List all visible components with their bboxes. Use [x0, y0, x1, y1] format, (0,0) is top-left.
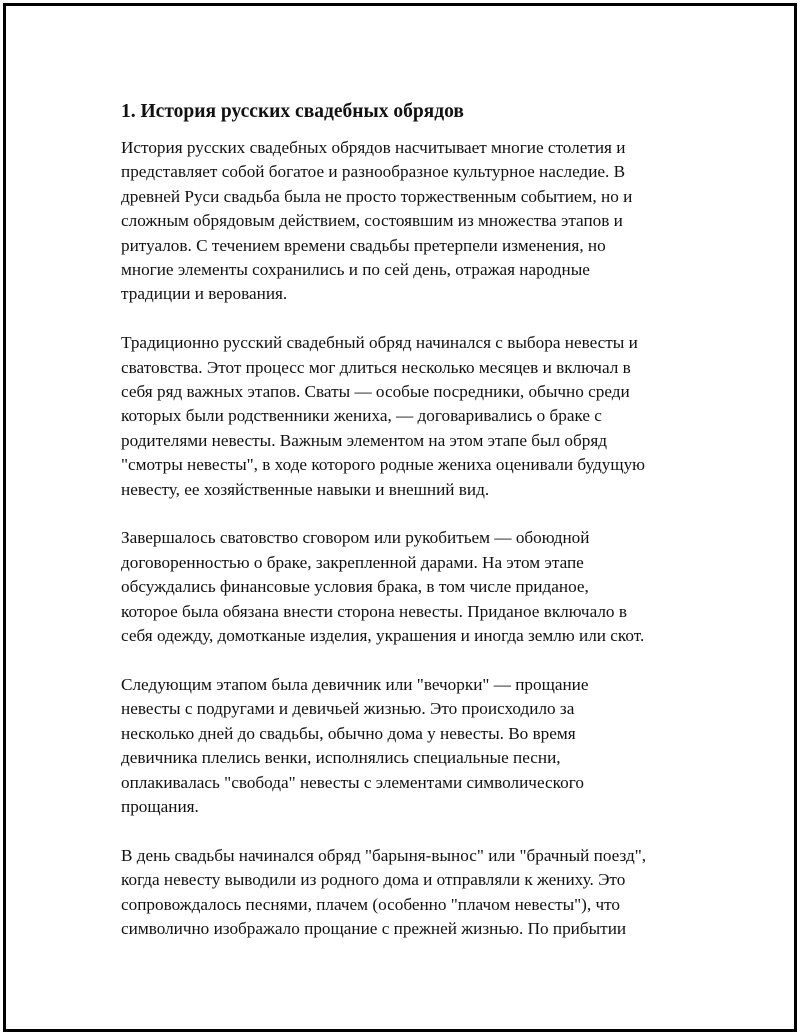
text-line: ритуалов. С течением времени свадьбы претерпели изменения, но	[121, 235, 606, 255]
paragraph-3	[121, 526, 696, 648]
text-line: сватовства. Этот процесс мог длиться несколько месяцев и включал в	[121, 357, 631, 377]
text-line: сопровождалось песнями, плачем (особенно "плачом невесты"), что	[121, 894, 621, 914]
text-line: договоренностью о браке, закрепленной дарами. На этом этапе	[121, 552, 584, 572]
text-line: Следующим этапом была девичник или "вечорки" — прощание	[121, 674, 589, 694]
section-heading: 1. История русских свадебных обрядов	[121, 101, 464, 122]
text-line: Завершалось сватовство сговором или рукобитьем — обоюдной	[121, 528, 590, 548]
text-line: В день свадьбы начинался обряд "барыня-вынос" или "брачный поезд",	[121, 845, 647, 865]
text-line: родителями невесты. Важным элементом на этом этапе был обряд	[121, 430, 607, 450]
text-line: Традиционно русский свадебный обряд начинался с выбора невесты и	[121, 333, 638, 353]
document-body	[121, 98, 696, 966]
text-line: "смотры невесты", в ходе которого родные жениха оценивали будущую	[121, 455, 646, 475]
text-line: обсуждались финансовые условия брака, в том числе приданое,	[121, 577, 589, 597]
paragraph-1	[121, 136, 696, 307]
text-line: оплакивалась "свобода" невесты с элементами символического	[121, 772, 584, 792]
text-line: невесты с подругами и девичьей жизнью. Это происходило за	[121, 699, 575, 719]
text-line: девичника плелись венки, исполнялись специальные песни,	[121, 748, 561, 768]
text-line: когда невесту выводили из родного дома и отправляли к жениху. Это	[121, 870, 626, 890]
text-line: многие элементы сохранились и по сей день, отражая народные	[121, 260, 590, 280]
text-line: История русских свадебных обрядов насчитывает многие столетия и	[121, 138, 626, 157]
text-line: представляет собой богатое и разнообразное культурное наследие. В	[121, 162, 626, 182]
paragraph-2	[121, 331, 696, 502]
paragraph-4	[121, 673, 696, 819]
page-frame	[3, 3, 797, 1032]
text-line: символично изображало прощание с прежней жизнью. По прибытии	[121, 918, 627, 938]
text-line: древней Руси свадьба была не просто торжественным событием, но и	[121, 186, 633, 206]
paragraph-5	[121, 844, 696, 942]
text-line: невесту, ее хозяйственные навыки и внешний вид.	[121, 479, 490, 499]
text-line: прощания.	[121, 796, 199, 816]
text-line: сложным обрядовым действием, состоявшим из множества этапов и	[121, 211, 623, 231]
text-line: себя ряд важных этапов. Сваты — особые посредники, обычно среди	[121, 382, 630, 402]
text-line: традиции и верования.	[121, 284, 288, 304]
text-line: которых были родственники жениха, — договаривались о браке с	[121, 406, 602, 426]
text-line: которое была обязана внести сторона невесты. Приданое включало в	[121, 601, 627, 621]
text-line: себя одежду, домотканые изделия, украшения и иногда землю или скот.	[121, 626, 645, 646]
text-line: несколько дней до свадьбы, обычно дома у невесты. Во время	[121, 723, 576, 743]
